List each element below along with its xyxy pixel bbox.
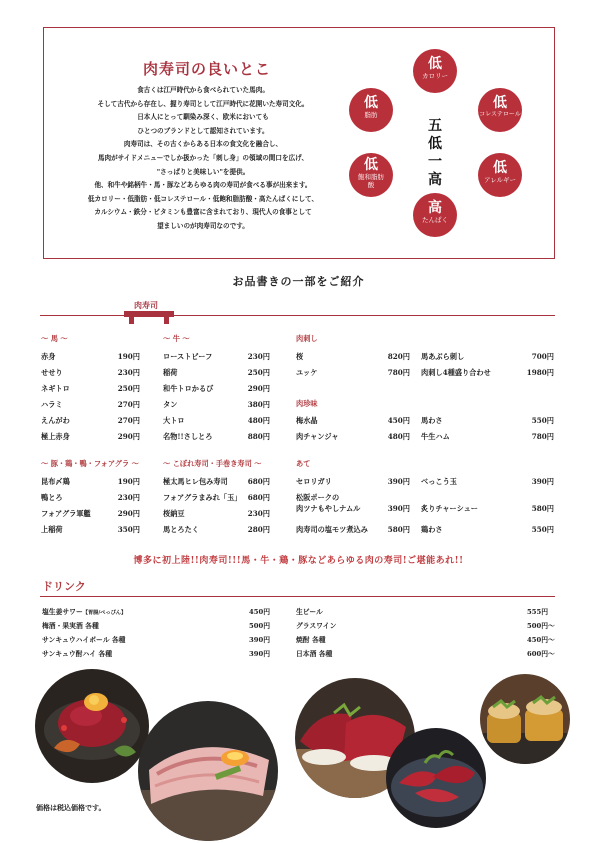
menu-item-price: 350円 <box>117 525 140 534</box>
badge-big: 低 <box>493 95 507 111</box>
menu-item-price: 230円 <box>117 493 140 502</box>
menu-item-price: 550円 <box>531 525 554 534</box>
drinks-divider <box>40 596 555 597</box>
slogan: 博多に初上陸!!肉寿司!!!馬・牛・鶏・豚などあらゆる肉の寿司!ご堪能あれ!! <box>133 556 464 566</box>
menu-item-price: 290円 <box>117 432 140 441</box>
menu-item-name: 炙りチャーシュー <box>421 504 478 513</box>
meat-sushi-tab-label: 肉寿司 <box>134 300 158 310</box>
menu-item-name: 桜 <box>296 352 304 361</box>
badge-small: アレルギー <box>483 176 517 184</box>
menu-item-name: 肉刺し4種盛り合わせ <box>421 368 491 377</box>
menu-item-name: せせり <box>41 368 63 377</box>
category-kobore-temaki: ～ こぼれ寿司・手巻き寿司 ～ <box>163 459 262 468</box>
low-allergy-badge <box>478 153 522 197</box>
menu-item-name: フォアグラまみれ「玉」 <box>163 493 242 502</box>
drink-price: 500円 <box>249 622 270 630</box>
menu-item-price: 480円 <box>387 432 410 441</box>
badge-small: コレステロール <box>479 111 521 118</box>
intro-line: カルシウム・鉄分・ビタミンも豊富に含まれており、現代人の食事として <box>94 208 312 217</box>
intro-title: 肉寿司の良いとこ <box>142 60 271 78</box>
badge-small: 飽和脂肪酸 <box>358 173 384 189</box>
badge-big: 低 <box>493 160 507 176</box>
menu-item-price: 450円 <box>387 416 410 425</box>
menu-item-name: 馬わさ <box>421 416 443 425</box>
menu-item-name: 桜納豆 <box>163 509 185 518</box>
drink-name: サンキュウハイボール 各種 <box>42 636 126 644</box>
menu-item-price: 680円 <box>247 493 270 502</box>
badge-big: 高 <box>428 200 442 216</box>
drink-name: 日本酒 各種 <box>296 650 333 658</box>
menu-item-name: ネギトロ <box>41 384 70 393</box>
low-cholesterol-badge <box>478 88 522 132</box>
menu-item-name: 大トロ <box>163 416 185 425</box>
menu-item-name: 上稲荷 <box>41 525 63 534</box>
menu-item-price: 780円 <box>531 432 554 441</box>
drink-name: 焼酎 各種 <box>296 636 326 644</box>
wagyu-sushi-photo <box>137 700 279 842</box>
drink-price: 555円 <box>527 608 548 616</box>
category-pork-chicken: ～ 豚・鶏・鴨・フォアグラ ～ <box>41 459 139 468</box>
badge-big: 低 <box>364 157 378 173</box>
menu-item-price: 230円 <box>117 368 140 377</box>
menu-item-price: 250円 <box>117 384 140 393</box>
tab-divider <box>40 315 555 316</box>
menu-item-name: 馬とろたく <box>163 525 199 534</box>
menu-item-name: 牛生ハム <box>421 432 450 441</box>
menu-item-price: 290円 <box>117 509 140 518</box>
low-fat-badge <box>349 88 393 132</box>
intro-panel <box>43 27 555 259</box>
menu-item-price: 190円 <box>117 477 140 486</box>
drink-name <box>42 606 126 616</box>
badge-small: 脂肪 <box>364 111 378 119</box>
menu-heading: お品書きの一部をご紹介 <box>232 275 365 288</box>
menu-item-name: 鴨とろ <box>41 493 63 502</box>
drink-price: 390円 <box>249 650 270 658</box>
menu-item-name: 赤身 <box>41 352 56 361</box>
low-saturated-fat-badge <box>349 153 393 197</box>
menu-item-name: 松阪ポークの <box>296 493 340 502</box>
menu-item-price: 680円 <box>247 477 270 486</box>
tab-leg <box>164 317 169 324</box>
menu-item-name: 肉ツナもやしナムル <box>296 504 361 513</box>
menu-item-price: 390円 <box>387 477 410 486</box>
menu-item-price: 820円 <box>387 352 410 361</box>
drink-price: 450円 <box>249 608 270 616</box>
badge-big: 低 <box>428 56 442 72</box>
category-beef: ～ 牛 ～ <box>163 334 190 343</box>
drink-price: 390円 <box>249 636 270 644</box>
menu-item-price: 780円 <box>387 368 410 377</box>
menu-item-name: 稲荷 <box>163 368 178 377</box>
menu-item-price: 390円 <box>531 477 554 486</box>
drink-name: 生ビール <box>296 608 323 616</box>
category-ate: あて <box>296 459 311 468</box>
menu-item-name: フォアグラ軍艦 <box>41 509 91 518</box>
menu-item-name: 馬あぶら刺し <box>421 352 465 361</box>
drink-name: グラスワイン <box>296 622 337 630</box>
menu-item-name: 肉チャンジャ <box>296 432 339 441</box>
menu-item-name: 肉寿司の塩モツ煮込み <box>296 525 368 534</box>
menu-item-name: ローストビーフ <box>163 352 213 361</box>
badge-small: たんぱく <box>422 216 448 224</box>
menu-item-price: 480円 <box>247 416 270 425</box>
drink-price: 500円～ <box>527 622 555 630</box>
menu-item-price: 270円 <box>117 416 140 425</box>
drink-name: サンキュウ酎ハイ 各種 <box>42 650 112 658</box>
menu-item-name: 極太馬ヒレ包み寿司 <box>163 477 228 486</box>
menu-item-price: 270円 <box>117 400 140 409</box>
menu-item-price: 190円 <box>117 352 140 361</box>
drink-price: 450円～ <box>527 636 555 644</box>
menu-item-price: 290円 <box>247 384 270 393</box>
intro-line: 他、和牛や銘柄牛・馬・豚などあらゆる肉の寿司が食べる事が出来ます。 <box>94 181 312 190</box>
menu-item-name: 鶏わさ <box>421 525 443 534</box>
tab-leg <box>129 317 134 324</box>
horse-sashimi-photo <box>385 727 487 829</box>
drink-sub: 【胃腸/ぺっぴん】 <box>82 610 127 616</box>
drinks-title: ドリンク <box>42 580 86 593</box>
intro-line: 馬肉がサイドメニューでしか扱かった「刺し身」の領域の間口を広げ、 <box>97 153 309 162</box>
menu-item-price: 250円 <box>247 368 270 377</box>
menu-item-price: 230円 <box>247 352 270 361</box>
badge-small: カロリー <box>422 72 448 80</box>
category-sashimi: 肉刺し <box>296 334 318 343</box>
menu-item-price: 280円 <box>247 525 270 534</box>
menu-item-price: 380円 <box>247 400 270 409</box>
category-horse: ～ 馬 ～ <box>41 334 68 343</box>
menu-item-price: 1980円 <box>526 368 554 377</box>
menu-item-name: ユッケ <box>296 368 318 377</box>
menu-item-name: 和牛トロかるび <box>163 384 214 393</box>
five-low-one-high: 五低一高 <box>428 118 442 188</box>
badge-big: 低 <box>364 95 378 111</box>
menu-item-name: 極上赤身 <box>41 432 70 441</box>
menu-item-name: タン <box>163 400 178 409</box>
menu-item-price: 230円 <box>247 509 270 518</box>
intro-line: ひとつのブランドとして認知されています。 <box>137 126 269 135</box>
yukhoe-plate-photo <box>34 668 150 784</box>
high-protein-badge <box>413 193 457 237</box>
intro-line: そして古代から存在し、握り寿司として江戸時代に花開いた寿司文化。 <box>97 99 309 108</box>
menu-item-name: ハラミ <box>41 400 63 409</box>
menu-item-price: 580円 <box>387 525 410 534</box>
drink-name-text: 塩生姜サワー <box>42 608 83 616</box>
menu-item-name: 梅水晶 <box>296 416 318 425</box>
inari-sushi-photo <box>479 673 571 765</box>
menu-item-price: 390円 <box>387 504 410 513</box>
menu-item-name: べっこう玉 <box>421 477 457 486</box>
menu-item-name: セロリガリ <box>296 477 332 486</box>
low-calorie-badge <box>413 49 457 93</box>
drink-price: 600円～ <box>527 650 555 658</box>
menu-item-price: 550円 <box>531 416 554 425</box>
intro-line: 日本人にとって馴染み深く、欧米においても <box>137 113 269 122</box>
intro-line: 食古くは江戸時代から食べられていた馬肉。 <box>137 86 269 94</box>
menu-item-price: 700円 <box>531 352 554 361</box>
menu-item-name: 名物!!さしとろ <box>163 432 213 441</box>
drink-name: 梅酒・果実酒 各種 <box>42 622 99 630</box>
intro-line: 低カロリー・低脂肪・低コレステロール・低飽和脂肪酸・高たんぱくにして、 <box>87 194 319 203</box>
tax-note: 価格は税込価格です。 <box>36 803 106 812</box>
intro-line: 肉寿司は、その古くからある日本の食文化を融合し、 <box>123 140 283 149</box>
menu-item-name: えんがわ <box>41 416 70 425</box>
menu-item-price: 880円 <box>247 432 270 441</box>
category-delicacies: 肉珍味 <box>296 399 318 408</box>
intro-body <box>52 84 354 234</box>
intro-line: 望ましいのが肉寿司なのです。 <box>157 221 249 230</box>
menu-item-price: 580円 <box>531 504 554 513</box>
intro-line: "さっぱりと美味しい"を提供。 <box>156 167 250 176</box>
menu-item-name: 昆布〆鶏 <box>41 477 70 486</box>
